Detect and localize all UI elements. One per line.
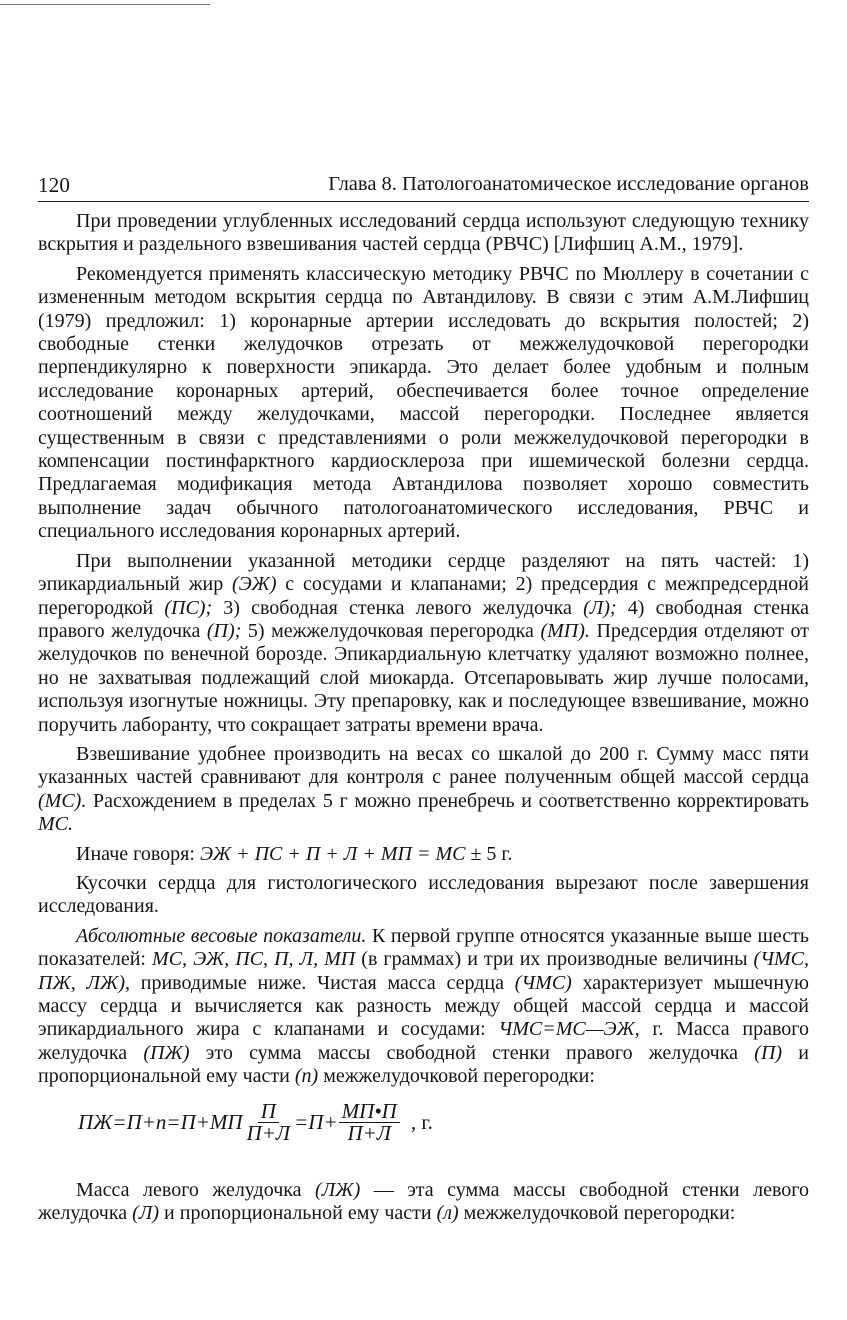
paragraph-3-text: 4) свободная стенка правого желудочка xyxy=(38,596,809,642)
formula-unit: , г. xyxy=(410,1109,433,1134)
paragraph-4-text: Взвешивание удобнее производить на весах со шкалой до 200 г. Сумму масс пяти указанных частей сравнивают для контроля с ранее полученным общей массой сердца xyxy=(38,742,809,789)
top-edge-rule xyxy=(0,4,210,5)
term-list: МС, ЭЖ, ПС, П, Л, МП xyxy=(152,948,356,971)
paragraph-8-text: и пропорциональной ему части xyxy=(159,1202,437,1225)
term-p: (П); xyxy=(206,619,242,642)
paragraph-3-text: 3) свободная стенка левого желудочка xyxy=(212,596,584,619)
term-chms: (ЧМС) xyxy=(514,971,572,994)
paragraph-7-text: К первой группе относятся указанные выше шесть показателей: xyxy=(38,924,809,971)
paragraph-1: При проведении углубленных исследований сердца используют следующую технику вскрытия и раздельного взвешивания частей сердца (РВЧС) [Лифшиц А.М., 1979]. xyxy=(38,210,809,256)
paragraph-7-text: приводимые ниже. Чистая масса сердца xyxy=(130,971,515,994)
term-l: (Л) xyxy=(132,1202,160,1225)
paragraph-3-text: с сосудами и клапанами; 2) предсердия с межпредсердной перегородкой xyxy=(38,573,809,619)
term-pzh: (ПЖ) xyxy=(143,1041,190,1064)
paragraph-7 xyxy=(38,925,809,1089)
chms-equation: ЧМС=МС—ЭЖ, xyxy=(498,1018,640,1041)
pzh-formula xyxy=(78,1098,433,1145)
paragraph-8-text: Масса левого желудочка xyxy=(76,1178,316,1201)
paragraph-2: Рекомендуется применять классическую методику РВЧС по Мюллеру в сочетании с измененным методом вскрытия сердца по Автандилову. В связи с этим А.М.Лифшиц (1979) предложил: 1) коронарные артерии исследовать до вскрытия полостей; 2) свободные стенки желудочков отрезать от межжелудочковой перегородки перпендикулярно к поверхности эпикарда. Это делает более удобным и полным исследование коронарных артерий, обеспечивается более точное определение соотношений между желудочками, массой перегородки. Последнее является существенным в связи с представлениями о роли межжелудочковой перегородки в компенсации постинфарктного кардиосклероза при ишемической болезни сердца. Предлагаемая модификация метода Автандилова позволяет хорошо совместить выполнение задач обычного патологоанатомического исследования, РВЧС и специального исследования коронарных артерий. xyxy=(38,262,809,543)
term-ms: (МС). xyxy=(38,789,87,812)
page-number: 120 xyxy=(38,173,71,197)
paragraph-7-text: (в граммах) и три их производные величины xyxy=(355,948,754,971)
paragraph-3-text: 5) межжелудочковая перегородка xyxy=(241,619,541,642)
paragraph-4 xyxy=(38,743,809,837)
paragraph-7-text: и пропорциональной ему части xyxy=(38,1041,809,1088)
term-ezh: (ЭЖ) xyxy=(232,573,277,596)
term-lzh: (ЛЖ) xyxy=(315,1178,361,1201)
paragraph-7-text: г. Масса правого желудочка xyxy=(38,1018,810,1064)
fraction-2-numerator: МП•П xyxy=(339,1101,400,1123)
paragraph-5-text: Иначе говоря: xyxy=(76,842,200,865)
fraction-2-denominator: П+Л xyxy=(347,1120,392,1145)
paragraph-5-text: ± 5 г. xyxy=(465,842,513,865)
formula-lhs: ПЖ=П+п=П+МП xyxy=(78,1109,243,1134)
term-mp: (МП). xyxy=(540,619,590,642)
term-derived-list: (ЧМС, ПЖ, ЛЖ), xyxy=(38,948,809,994)
page-body xyxy=(38,210,809,1225)
term-l-small: (л) xyxy=(436,1202,459,1225)
sum-equation: ЭЖ + ПС + П + Л + МП = МС xyxy=(199,842,466,865)
formula-block xyxy=(38,1098,809,1167)
paragraph-3 xyxy=(38,550,809,737)
paragraph-7-text: межжелудочковой перегородки: xyxy=(318,1065,595,1088)
paragraph-6: Кусочки сердца для гистологического исследования вырезают после завершения исследования. xyxy=(38,871,809,918)
fraction-2 xyxy=(339,1098,400,1145)
term-ms: МС. xyxy=(38,813,73,836)
fraction-1-numerator: П xyxy=(258,1101,279,1123)
paragraph-3-text: При выполнении указанной методики сердце разделяют на пять частей: 1) эпикардиальный жир xyxy=(38,549,809,596)
paragraph-3-text: Предсердия отделяют от желудочков по венечной борозде. Эпикардиальную клетчатку удаляют возможно полнее, но не захватывая подлежащий слой миокарда. Отсепаровывать жир лучше полосами, используя изогнутые ножницы. Эту препаровку, как и последующее взвешивание, можно поручить лаборанту, что сокращает затраты времени врача. xyxy=(38,619,809,736)
term-ps: (ПС); xyxy=(164,596,213,619)
term-l: (Л); xyxy=(583,596,617,619)
formula-middle: =П+ xyxy=(294,1109,338,1134)
paragraph-7-text: характеризует мышечную массу сердца и вычисляется как разность между общей массой сердца и массой эпикардиального жира с клапанами и сосудами: xyxy=(38,971,809,1041)
term-p: (П) xyxy=(754,1041,783,1064)
paragraph-5 xyxy=(38,843,809,866)
fraction-1 xyxy=(244,1098,294,1145)
paragraph-8-text: — эта сумма массы свободной стенки левого желудочка xyxy=(38,1178,809,1225)
paragraph-4-text: Расхождением в пределах 5 г можно пренебречь и соответственно корректировать xyxy=(86,789,809,812)
fraction-1-denominator: П+Л xyxy=(246,1120,291,1145)
section-run-in-heading: Абсолютные весовые показатели. xyxy=(76,924,367,947)
page-header xyxy=(38,173,809,202)
paragraph-7-text: это сумма массы свободной стенки правого желудочка xyxy=(189,1041,755,1064)
paragraph-8 xyxy=(38,1179,809,1226)
running-head: Глава 8. Патологоанатомическое исследование органов xyxy=(328,173,809,195)
term-n: (п) xyxy=(294,1065,319,1088)
paragraph-8-text: межжелудочковой перегородки: xyxy=(458,1202,736,1225)
